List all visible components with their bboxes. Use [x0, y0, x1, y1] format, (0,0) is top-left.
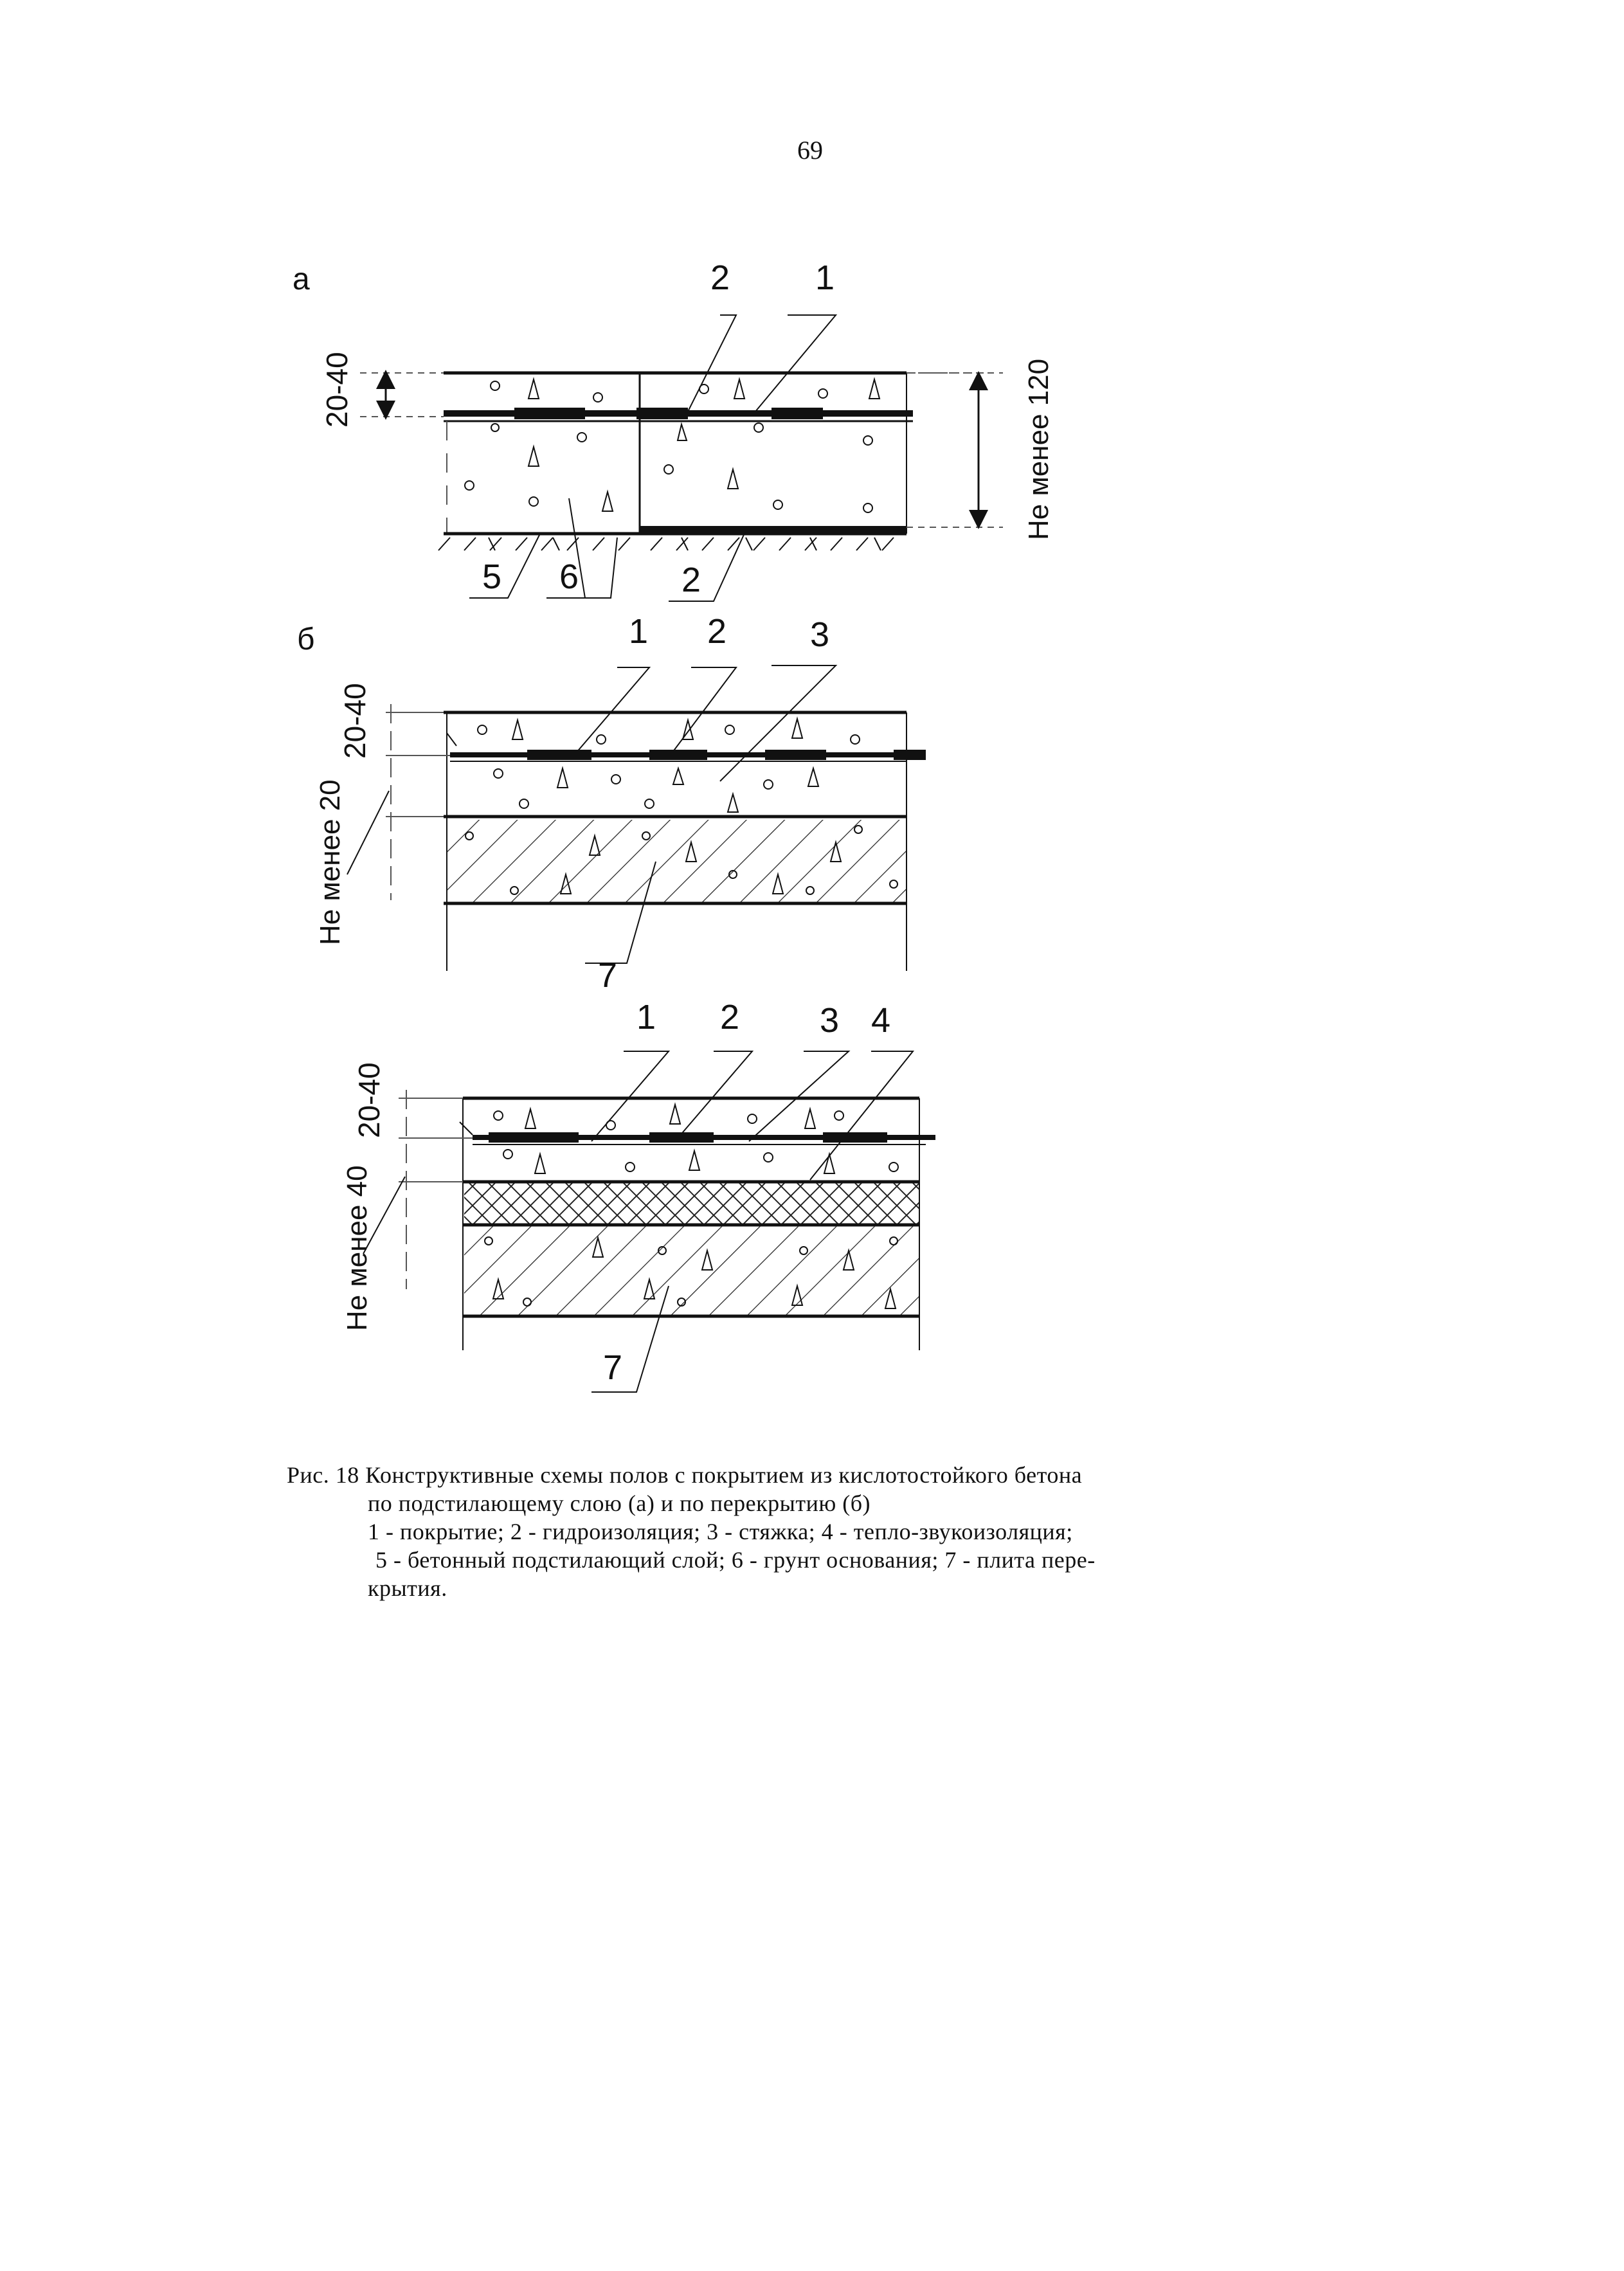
slab-hatch-c	[464, 1226, 919, 1316]
callout-a-2-bottom: 2	[681, 561, 701, 599]
callout-a-5: 5	[482, 557, 502, 596]
callout-b-1: 1	[629, 612, 649, 651]
caption-line-2: по подстилающему слою (а) и по перекрытию (б)	[368, 1490, 871, 1516]
leader-a-1	[755, 315, 836, 412]
callout-b-3: 3	[810, 615, 830, 654]
figure-b	[297, 612, 926, 995]
leader-a-2	[688, 315, 736, 412]
figure-caption	[287, 1461, 1213, 1602]
aggregate-marks-a	[465, 379, 880, 512]
callout-a-2-top: 2	[710, 258, 730, 297]
caption-line-3: 1 - покрытие; 2 - гидроизоляция; 3 - стяжка; 4 - тепло-звукоизоляция;	[368, 1519, 1073, 1544]
figure-c	[341, 998, 935, 1392]
callout-c-3: 3	[820, 1001, 840, 1040]
caption-line-5: крытия.	[368, 1575, 447, 1601]
dim-label-a-right: Не менее 120	[1023, 358, 1054, 540]
callout-b-7: 7	[598, 956, 618, 995]
panel-label-b: б	[297, 622, 315, 656]
callout-a-1-top: 1	[815, 258, 835, 297]
callout-c-1: 1	[636, 998, 656, 1036]
dim-label-b-left: Не менее 20	[314, 779, 346, 945]
caption-line-4: 5 - бетонный подстилающий слой; 6 - грунт основания; 7 - плита пере-	[375, 1547, 1096, 1573]
dim-label-c-top: 20-40	[352, 1062, 386, 1138]
insulation-c	[464, 1183, 919, 1225]
callout-c-7: 7	[603, 1348, 623, 1387]
dim-label-b-top: 20-40	[338, 683, 372, 759]
page-number: 69	[797, 136, 823, 165]
figure-a	[293, 258, 1054, 601]
callout-c-2: 2	[720, 998, 740, 1036]
dim-label-a-left: 20-40	[320, 352, 354, 428]
callout-c-4: 4	[871, 1001, 891, 1040]
callout-a-6: 6	[559, 557, 579, 596]
callout-b-2: 2	[707, 612, 727, 651]
soil-hatch-a	[438, 538, 894, 550]
dim-label-c-left: Не менее 40	[341, 1165, 373, 1331]
caption-line-1: Рис. 18 Конструктивные схемы полов с покрытием из кислотостойкого бетона	[287, 1462, 1083, 1488]
panel-label-a: а	[293, 262, 310, 296]
